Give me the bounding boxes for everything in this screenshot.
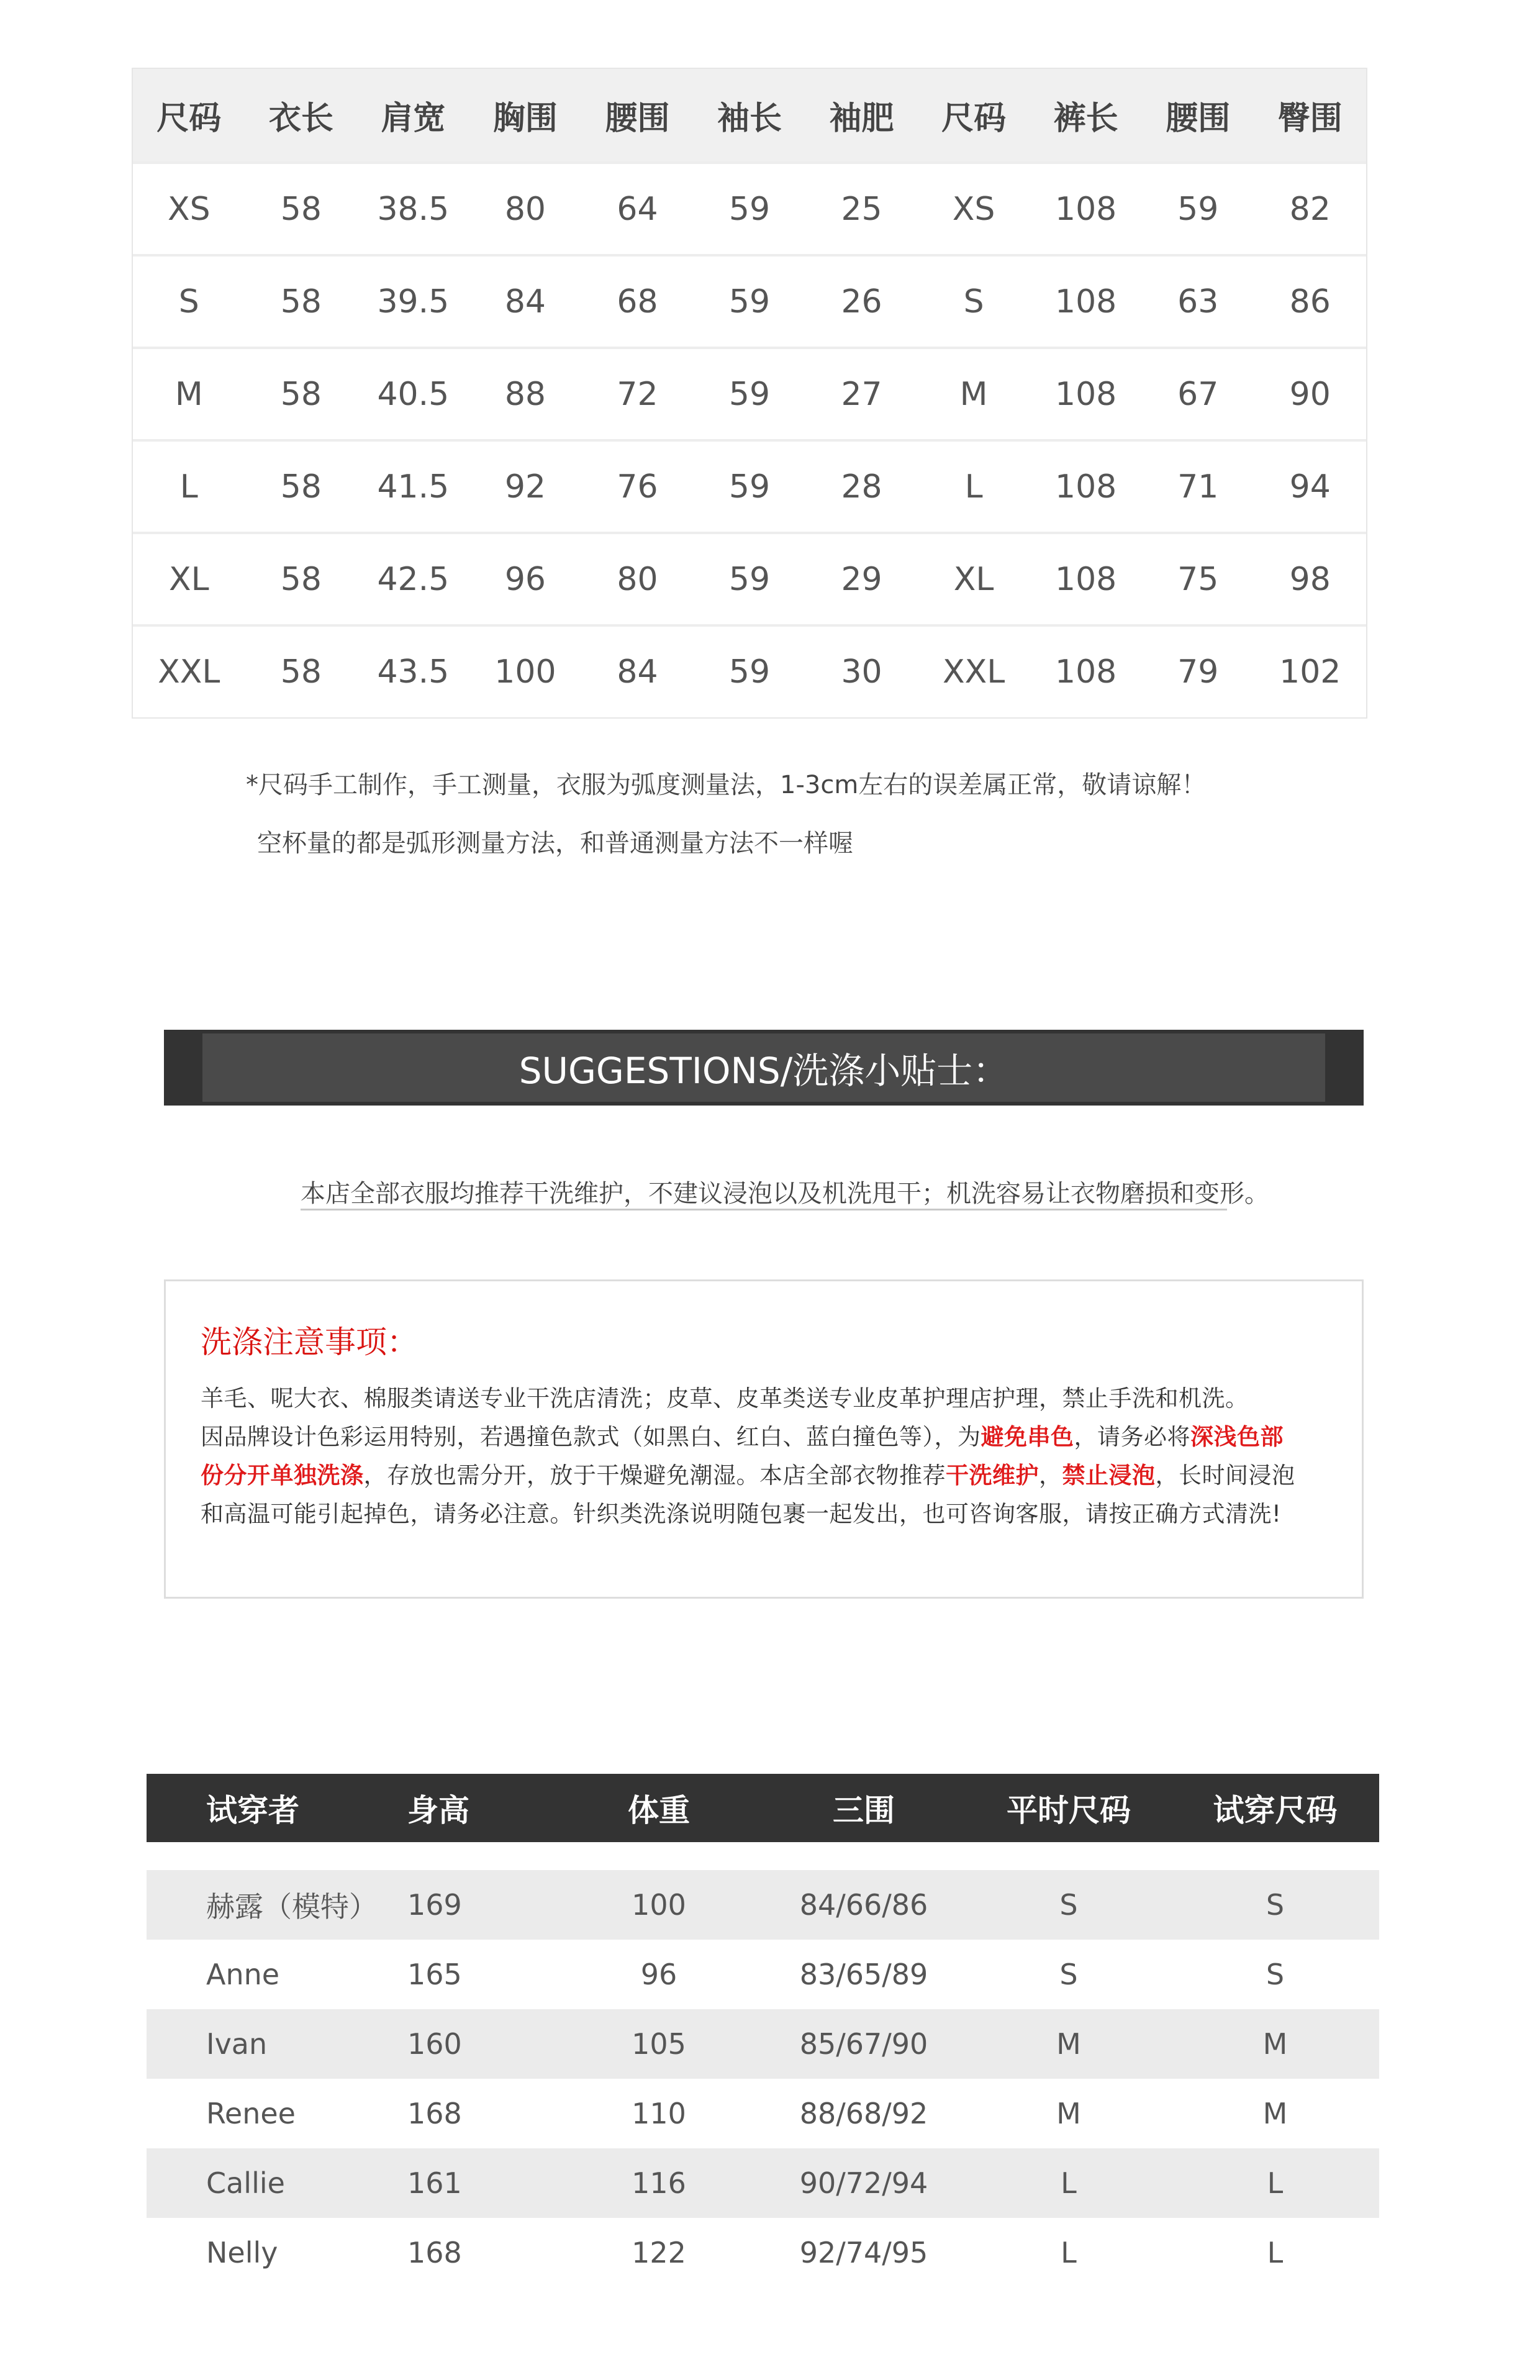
size-table-header-cell: 尺码 <box>156 100 222 137</box>
fit-table-cell: S <box>1266 1888 1285 1922</box>
size-table-header-row <box>133 69 1366 161</box>
fit-table-cell: 168 <box>407 2097 462 2130</box>
size-table-header-cell: 袖肥 <box>829 100 894 137</box>
care-recommendation: 本店全部衣服均推荐干洗维护，不建议浸泡以及机洗甩干；机洗容易让衣物磨损和变形。 <box>301 1179 1269 1208</box>
care-text: ，长时间浸泡 <box>1155 1462 1295 1489</box>
size-table-cell: 68 <box>617 283 658 320</box>
size-table-header-cell: 臀围 <box>1277 100 1343 137</box>
fit-table-row <box>147 1870 1379 1940</box>
size-table-cell: 67 <box>1177 375 1219 413</box>
fit-table-row <box>147 2148 1379 2218</box>
size-table-cell: 59 <box>728 375 771 413</box>
fit-table-cell: 85/67/90 <box>799 2027 928 2061</box>
size-note-1: *尺码手工制作，手工测量，衣服为弧度测量法，1-3cm左右的误差属正常，敬请谅解！ <box>246 771 1207 799</box>
size-table-row <box>133 254 1366 347</box>
fit-table-cell: 88/68/92 <box>799 2097 928 2130</box>
care-highlight: 禁止浸泡 <box>1062 1462 1156 1489</box>
size-table-cell: 59 <box>728 560 771 598</box>
size-table-cell: S <box>963 283 984 320</box>
size-table-cell: 26 <box>841 283 882 320</box>
fit-table-cell: 92/74/95 <box>799 2236 928 2269</box>
fit-table-row <box>147 2009 1379 2079</box>
size-table-cell: 94 <box>1289 468 1331 506</box>
fit-table-cell: L <box>1267 2236 1284 2269</box>
size-table-cell: XL <box>953 560 994 598</box>
fit-table-cell: 122 <box>632 2236 686 2269</box>
size-chart-table <box>132 68 1367 719</box>
size-table-cell: XL <box>168 560 209 598</box>
size-table-cell: 108 <box>1055 190 1117 228</box>
size-table-cell: 108 <box>1055 560 1117 598</box>
fit-table-cell: Nelly <box>206 2236 278 2269</box>
size-table-cell: 43.5 <box>377 653 450 691</box>
fit-table-cell: 116 <box>632 2166 686 2200</box>
size-table-cell: 29 <box>841 560 882 598</box>
size-table-row <box>133 161 1366 254</box>
fit-table-cell: 165 <box>407 1958 462 1991</box>
size-table-cell: XXL <box>158 653 220 691</box>
size-table-cell: 92 <box>504 468 546 506</box>
size-table-header-cell: 袖长 <box>717 100 782 137</box>
size-table-cell: 100 <box>494 653 556 691</box>
size-table-cell: 71 <box>1177 468 1219 506</box>
care-notice-box <box>164 1279 1364 1599</box>
fit-table-cell: Renee <box>206 2097 296 2130</box>
size-table-header-cell: 衣长 <box>268 100 333 137</box>
fit-table-cell: Anne <box>206 1958 280 1991</box>
size-table-cell: 108 <box>1055 375 1117 413</box>
size-table-cell: 38.5 <box>377 190 450 228</box>
size-table-cell: L <box>964 468 983 506</box>
fit-table-cell: L <box>1267 2166 1284 2200</box>
fit-table-header <box>147 1774 1379 1842</box>
size-table-cell: 58 <box>280 190 322 228</box>
fit-table-cell: M <box>1056 2027 1081 2061</box>
fit-table-cell: M <box>1262 2097 1288 2130</box>
fit-table-row <box>147 2218 1379 2287</box>
care-title: 洗涤注意事项： <box>201 1324 418 1360</box>
size-table-cell: 72 <box>617 375 658 413</box>
size-table-cell: XXL <box>942 653 1005 691</box>
size-table-header-cell: 肩宽 <box>381 100 446 137</box>
size-table-row <box>133 347 1366 439</box>
fit-table-cell: 110 <box>632 2097 686 2130</box>
suggestions-banner <box>164 1030 1364 1106</box>
care-line-3 <box>201 1456 1295 1490</box>
size-table-row <box>133 624 1366 717</box>
fit-table-cell: 160 <box>407 2027 462 2061</box>
size-table-cell: 59 <box>728 468 771 506</box>
care-text: 因品牌设计色彩运用特别，若遇撞色款式（如黑白、红白、蓝白撞色等），为 <box>201 1424 981 1450</box>
size-table-cell: 84 <box>504 283 546 320</box>
size-table-cell: L <box>179 468 198 506</box>
size-table-header-cell: 尺码 <box>941 100 1007 137</box>
size-table-cell: 30 <box>841 653 882 691</box>
size-table-cell: 96 <box>504 560 546 598</box>
size-table-cell: 102 <box>1279 653 1341 691</box>
care-highlight: 深浅色部 <box>1190 1424 1284 1450</box>
size-table-cell: 39.5 <box>377 283 450 320</box>
size-table-cell: 75 <box>1177 560 1219 598</box>
size-table-header-cell: 胸围 <box>492 100 558 137</box>
fit-table-cell: S <box>1266 1958 1285 1991</box>
size-table-cell: 40.5 <box>377 375 450 413</box>
size-table-cell: 86 <box>1289 283 1331 320</box>
fit-table-cell: Callie <box>206 2166 285 2200</box>
care-highlight: 干洗维护 <box>946 1462 1039 1489</box>
care-line-2 <box>201 1418 1284 1451</box>
suggestions-banner-title: SUGGESTIONS/洗涤小贴士： <box>202 1033 1325 1102</box>
recommendation-underline <box>301 1209 1227 1210</box>
size-table-cell: 80 <box>504 190 546 228</box>
fit-table-cell: 83/65/89 <box>799 1958 928 1991</box>
size-table-cell: 79 <box>1177 653 1219 691</box>
fit-table-row <box>147 2079 1379 2148</box>
care-line-4: 和高温可能引起掉色，请务必注意。针织类洗涤说明随包裹一起发出，也可咨询客服，请按正确方式清洗! <box>201 1501 1282 1527</box>
size-note-2: 空杯量的都是弧形测量方法，和普通测量方法不一样喔 <box>257 829 853 858</box>
care-text: ， <box>1039 1462 1062 1489</box>
fit-table-header-cell: 平时尺码 <box>1007 1792 1131 1828</box>
fit-table-cell: L <box>1061 2166 1077 2200</box>
fit-table-cell: 168 <box>407 2236 462 2269</box>
size-table-cell: 98 <box>1289 560 1331 598</box>
size-table-cell: 25 <box>841 190 882 228</box>
size-table-cell: XS <box>167 190 211 228</box>
size-table-cell: M <box>959 375 988 413</box>
fit-table-cell: M <box>1262 2027 1288 2061</box>
size-table-cell: 84 <box>617 653 658 691</box>
size-table-header-cell: 裤长 <box>1053 100 1118 137</box>
care-highlight: 避免串色 <box>981 1424 1074 1450</box>
size-table-cell: 82 <box>1289 190 1331 228</box>
size-table-row <box>133 532 1366 624</box>
size-table-cell: 64 <box>617 190 658 228</box>
fit-table-header-cell: 体重 <box>628 1792 690 1828</box>
fit-table-cell: S <box>1059 1958 1078 1991</box>
size-table-cell: 59 <box>728 283 771 320</box>
size-table-header-cell: 腰围 <box>1166 100 1231 137</box>
size-table-cell: 42.5 <box>377 560 450 598</box>
fit-table-cell: L <box>1061 2236 1077 2269</box>
size-table-cell: 59 <box>1177 190 1219 228</box>
fit-table-header-cell: 身高 <box>407 1792 469 1828</box>
care-text: ，存放也需分开，放于干燥避免潮湿。本店全部衣物推荐 <box>363 1462 946 1489</box>
size-table-cell: 88 <box>504 375 546 413</box>
size-table-header-cell: 腰围 <box>605 100 670 137</box>
fit-table-cell: 100 <box>632 1888 686 1922</box>
size-table-cell: 58 <box>280 653 322 691</box>
size-table-cell: 90 <box>1289 375 1331 413</box>
size-table-cell: 76 <box>617 468 658 506</box>
size-table-cell: 58 <box>280 375 322 413</box>
care-highlight: 份分开单独洗涤 <box>201 1462 364 1489</box>
size-table-cell: 28 <box>841 468 882 506</box>
fit-table-cell: 161 <box>407 2166 462 2200</box>
fit-table-header-cell: 三围 <box>833 1792 895 1828</box>
fit-table-cell: 赫露（模特） <box>206 1890 378 1924</box>
size-table-cell: 108 <box>1055 283 1117 320</box>
size-table-cell: 108 <box>1055 653 1117 691</box>
size-table-cell: 80 <box>617 560 658 598</box>
size-table-cell: 58 <box>280 283 322 320</box>
size-table-cell: M <box>174 375 203 413</box>
fit-table-header-cell: 试穿者 <box>206 1792 299 1828</box>
size-table-cell: 108 <box>1055 468 1117 506</box>
fit-table-row <box>147 1940 1379 2009</box>
fit-table-cell: 96 <box>640 1958 677 1991</box>
size-table-cell: XS <box>952 190 995 228</box>
care-line-1: 羊毛、呢大衣、棉服类请送专业干洗店清洗；皮草、皮革类送专业皮革护理店护理，禁止手洗和机洗。 <box>201 1385 1249 1412</box>
size-table-cell: 59 <box>728 190 771 228</box>
size-table-cell: 58 <box>280 560 322 598</box>
size-table-cell: S <box>178 283 199 320</box>
fit-table-cell: 169 <box>407 1888 462 1922</box>
size-table-cell: 58 <box>280 468 322 506</box>
fit-table-header-cell: 试穿尺码 <box>1213 1792 1338 1828</box>
size-table-row <box>133 439 1366 532</box>
fit-table-cell: 84/66/86 <box>799 1888 928 1922</box>
fit-table-cell: Ivan <box>206 2027 268 2061</box>
fit-table-cell: S <box>1059 1888 1078 1922</box>
fit-table-cell: 90/72/94 <box>799 2166 928 2200</box>
fit-table-cell: M <box>1056 2097 1081 2130</box>
size-table-cell: 63 <box>1177 283 1219 320</box>
fit-table-cell: 105 <box>632 2027 686 2061</box>
size-table-cell: 41.5 <box>377 468 450 506</box>
care-text: ，请务必将 <box>1074 1424 1190 1450</box>
size-table-cell: 59 <box>728 653 771 691</box>
size-table-cell: 27 <box>841 375 882 413</box>
